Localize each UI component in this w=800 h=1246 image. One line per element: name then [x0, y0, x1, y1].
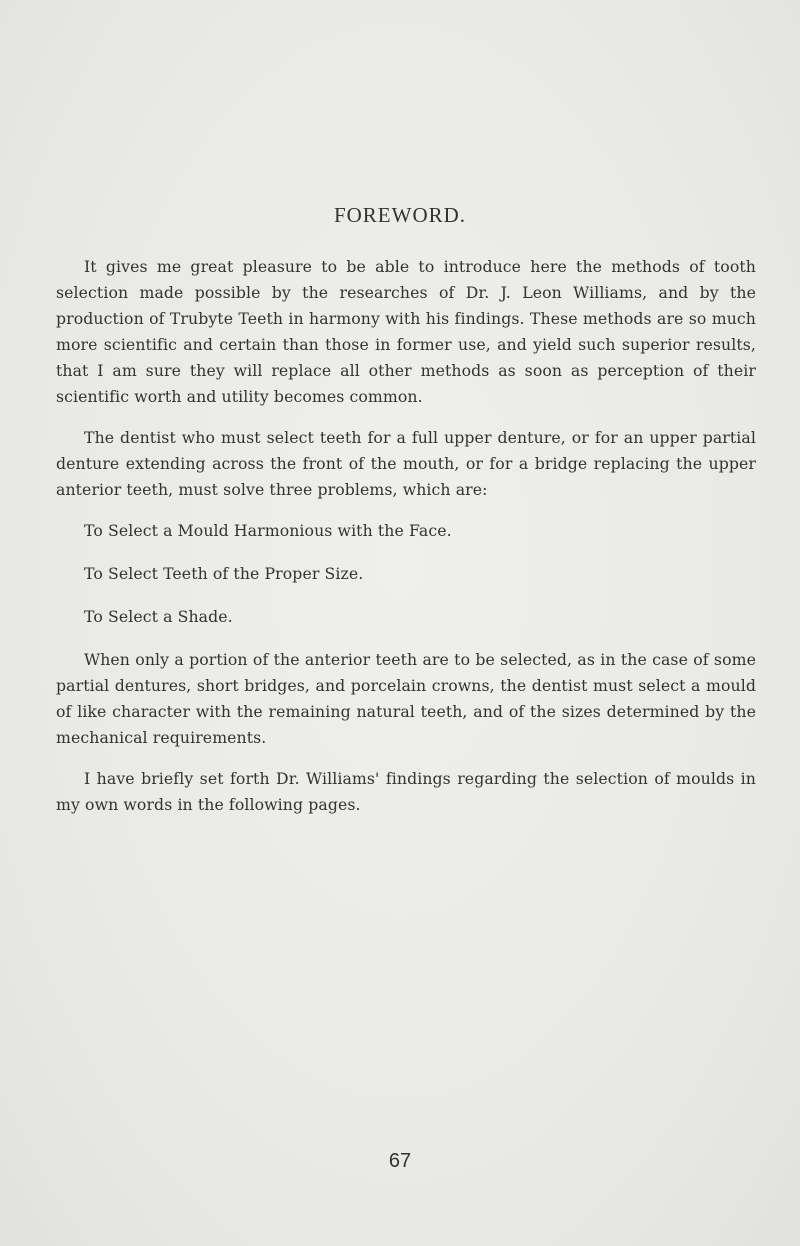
paragraph-closing: I have briefly set forth Dr. Williams' findings regarding the selection of moulds in my own words in the following pages.: [56, 769, 756, 814]
problem-mould: To Select a Mould Harmonious with the Face.: [84, 521, 452, 540]
problem-shade: To Select a Shade.: [84, 607, 233, 626]
paragraph-problems: The dentist who must select teeth for a full upper denture, or for an upper partial denture extending across the front of the mouth, or for a bridge replacing the upper anterior teeth, must solve three problems, which are:: [56, 428, 756, 499]
page-heading: FOREWORD.: [333, 203, 467, 227]
page-number: 67: [388, 1150, 412, 1172]
paragraph-partial: When only a portion of the anterior teeth are to be selected, as in the case of some partial dentures, short bridges, and porcelain crowns, the dentist must select a mould of like character with the remaining natural teeth, and of the sizes determined by the mechanical requirements.: [56, 650, 756, 747]
problem-size: To Select Teeth of the Proper Size.: [84, 564, 364, 583]
paragraph-intro: It gives me great pleasure to be able to introduce here the methods of tooth selection made possible by the researches of Dr. J. Leon Williams, and by the production of Trubyte Teeth in harmony with his findings. These methods are so much more scientific and certain than those in former use, and yield such superior results, that I am sure they will replace all other methods as soon as perception of their scientific worth and utility becomes common.: [56, 257, 756, 406]
body-text: [56, 254, 756, 833]
